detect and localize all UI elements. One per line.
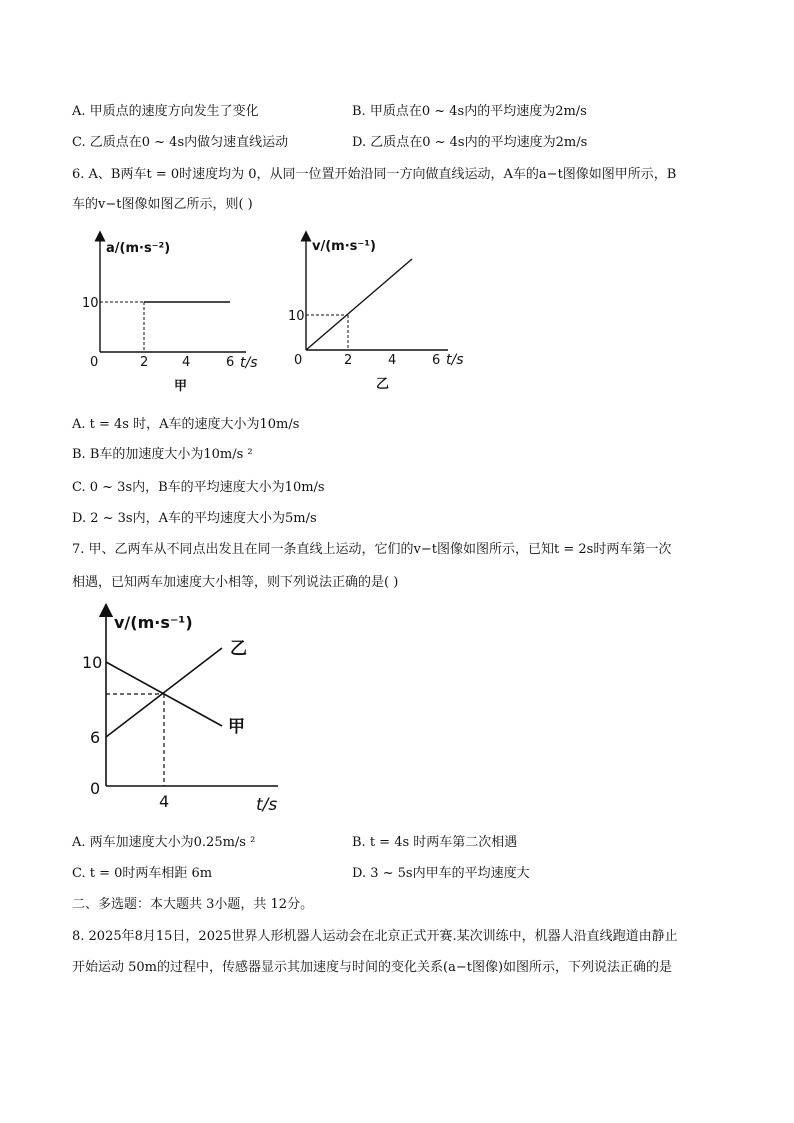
x-axis-label: t/s xyxy=(256,795,278,815)
origin-label: 0 xyxy=(90,355,99,370)
x-tick-4: 4 xyxy=(159,792,170,811)
q7-stem-line1: 7. 甲、乙两车从不同点出发且在同一条直线上运动，它们的v−t图像如图所示，已知t = 2s时两车第一次 xyxy=(72,542,672,557)
y-tick-10: 10 xyxy=(82,653,103,672)
label-yi: 乙 xyxy=(230,639,247,659)
q8-stem-line2: 开始运动 50m的过程中，传感器显示其加速度与时间的变化关系(a−t图像)如图所示，下列说法正确的是 xyxy=(72,960,673,975)
q7-graph xyxy=(80,602,310,820)
y-axis-label: v/(m·s⁻¹) xyxy=(114,613,193,632)
y-axis-label: v/(m·s⁻¹) xyxy=(312,239,376,254)
graph-caption-jia: 甲 xyxy=(174,379,188,394)
origin-label: 0 xyxy=(90,779,101,798)
y-tick-10: 10 xyxy=(288,309,305,324)
x-tick-4: 4 xyxy=(388,353,397,368)
x-tick-6: 6 xyxy=(432,353,441,368)
y-axis-label: a/(m·s⁻²) xyxy=(106,241,171,256)
x-tick-6: 6 xyxy=(226,355,235,370)
x-tick-4: 4 xyxy=(182,355,191,370)
q6-option-c: C. 0 ~ 3s内，B车的平均速度大小为10m/s xyxy=(72,480,325,495)
q5-option-a: A. 甲质点的速度方向发生了变化 xyxy=(72,104,259,119)
q7-stem-line2: 相遇，已知两车加速度大小相等，则下列说法正确的是( ) xyxy=(72,575,399,590)
q6-option-a: A. t = 4s 时，A车的速度大小为10m/s xyxy=(72,417,300,432)
q7-option-c: C. t = 0时两车相距 6m xyxy=(72,866,213,881)
q7-option-b: B. t = 4s 时两车第二次相遇 xyxy=(352,835,518,850)
x-tick-2: 2 xyxy=(140,355,149,370)
q6-option-b: B. B车的加速度大小为10m/s ² xyxy=(72,447,253,462)
section-heading-multiple-choice: 二、多选题：本大题共 3小题，共 12分。 xyxy=(72,897,314,912)
q5-option-d: D. 乙质点在0 ~ 4s内的平均速度为2m/s xyxy=(352,135,588,150)
velocity-line xyxy=(306,259,412,350)
q7-option-a: A. 两车加速度大小为0.25m/s ² xyxy=(72,835,256,850)
q5-option-c: C. 乙质点在0 ~ 4s内做匀速直线运动 xyxy=(72,135,289,150)
graph-caption-yi: 乙 xyxy=(376,377,390,392)
q5-option-b: B. 甲质点在0 ~ 4s内的平均速度为2m/s xyxy=(352,104,587,119)
q7-option-d: D. 3 ~ 5s内甲车的平均速度大 xyxy=(352,866,530,881)
q6-stem-line2: 车的v−t图像如图乙所示，则( ) xyxy=(72,197,253,212)
y-tick-10: 10 xyxy=(82,296,99,311)
x-axis-label: t/s xyxy=(240,355,258,371)
q6-option-d: D. 2 ~ 3s内，A车的平均速度大小为5m/s xyxy=(72,511,317,526)
q6-graph-b xyxy=(282,230,482,400)
x-axis-label: t/s xyxy=(446,352,464,368)
q6-stem-line1: 6. A、B两车t = 0时速度均为 0，从同一位置开始沿同一方向做直线运动，A车的a−t图像如图甲所示，B xyxy=(72,167,677,182)
q6-graph-a xyxy=(76,230,276,400)
label-jia: 甲 xyxy=(228,717,245,737)
origin-label: 0 xyxy=(294,353,303,368)
x-tick-2: 2 xyxy=(344,353,353,368)
q8-stem-line1: 8. 2025年8月15日，2025世界人形机器人运动会在北京正式开赛.某次训练中，机器人沿直线跑道由静止 xyxy=(72,929,678,944)
y-tick-6: 6 xyxy=(90,728,101,747)
